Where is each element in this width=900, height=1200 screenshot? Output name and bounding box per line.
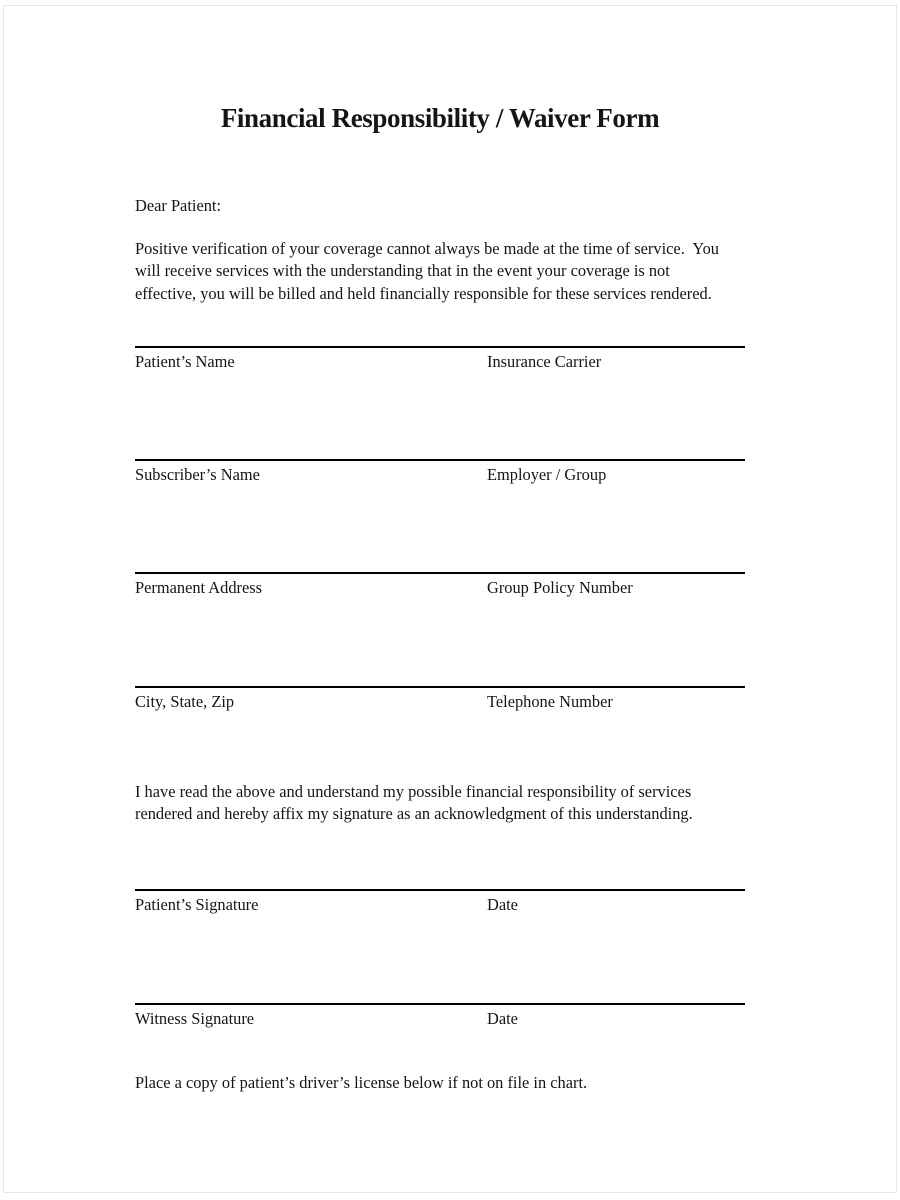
footer-note bbox=[135, 1072, 753, 1094]
subscriber-name-write-area[interactable] bbox=[135, 411, 475, 457]
group-policy-number-write-area[interactable] bbox=[487, 524, 745, 570]
employer-group-label: Employer / Group bbox=[487, 465, 607, 484]
insurance-carrier-label: Insurance Carrier bbox=[487, 352, 602, 371]
group-policy-number-label: Group Policy Number bbox=[487, 578, 633, 597]
patient-name-write-area[interactable] bbox=[135, 298, 475, 344]
field-row-permanent-address bbox=[135, 572, 745, 599]
footer-note-text: Place a copy of patient’s driver’s license below if not on file in chart. bbox=[135, 1073, 588, 1092]
field-row-patient-signature bbox=[135, 889, 745, 916]
subscriber-name-label: Subscriber’s Name bbox=[135, 465, 260, 484]
salutation-text: Dear Patient: bbox=[135, 196, 222, 215]
intro-paragraph bbox=[135, 238, 753, 305]
telephone-number-write-area[interactable] bbox=[487, 638, 745, 684]
acknowledgment-paragraph bbox=[135, 781, 753, 826]
field-rule bbox=[135, 346, 745, 348]
patient-signature-label: Patient’s Signature bbox=[135, 895, 259, 914]
field-row-witness-signature bbox=[135, 1003, 745, 1030]
field-row-patient-name bbox=[135, 346, 745, 373]
signature-rule bbox=[135, 889, 745, 891]
intro-line-2: will receive services with the understanding that in the event your coverage is not bbox=[135, 261, 670, 281]
patient-signature-date-write-area[interactable] bbox=[487, 841, 745, 887]
form-title: Financial Responsibility / Waiver Form bbox=[220, 103, 660, 133]
field-rule bbox=[135, 572, 745, 574]
intro-line-1: Positive verification of your coverage cannot always be made at the time of service. You bbox=[135, 239, 719, 258]
city-state-zip-label: City, State, Zip bbox=[135, 692, 235, 711]
witness-signature-date-write-area[interactable] bbox=[487, 955, 745, 1001]
patient-signature-date-label: Date bbox=[487, 895, 518, 914]
signature-rule bbox=[135, 1003, 745, 1005]
field-rule bbox=[135, 686, 745, 688]
witness-signature-write-area[interactable] bbox=[135, 955, 475, 1001]
intro-line-3: effective, you will be billed and held financially responsible for these services rendered. bbox=[135, 283, 712, 303]
field-rule bbox=[135, 459, 745, 461]
patient-name-label: Patient’s Name bbox=[135, 352, 235, 371]
patient-signature-write-area[interactable] bbox=[135, 841, 475, 887]
drivers-license-copy-area[interactable] bbox=[135, 1100, 745, 1190]
salutation bbox=[135, 195, 753, 217]
insurance-carrier-write-area[interactable] bbox=[487, 298, 745, 344]
permanent-address-write-area[interactable] bbox=[135, 524, 475, 570]
witness-signature-date-label: Date bbox=[487, 1009, 518, 1028]
witness-signature-label: Witness Signature bbox=[135, 1009, 255, 1028]
telephone-number-label: Telephone Number bbox=[487, 692, 613, 711]
acknowledgment-line-1: I have read the above and understand my possible financial responsibility of services bbox=[135, 782, 692, 801]
field-row-city-state-zip bbox=[135, 686, 745, 713]
permanent-address-label: Permanent Address bbox=[135, 578, 263, 597]
city-state-zip-write-area[interactable] bbox=[135, 638, 475, 684]
employer-group-write-area[interactable] bbox=[487, 411, 745, 457]
acknowledgment-line-2: rendered and hereby affix my signature as an acknowledgment of this understanding. bbox=[135, 804, 693, 824]
field-row-subscriber-name bbox=[135, 459, 745, 486]
